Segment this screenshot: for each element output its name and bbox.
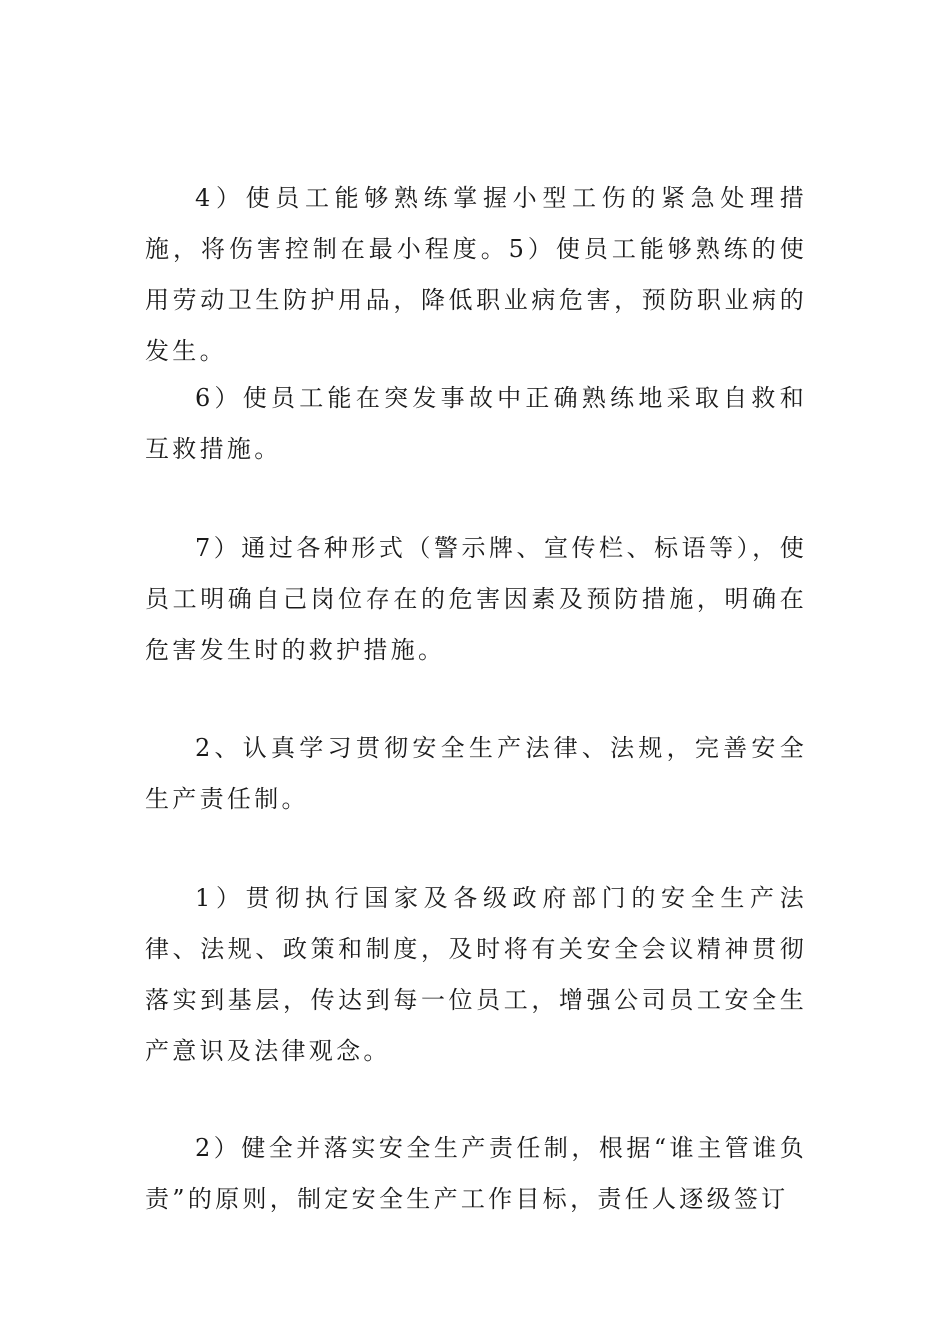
- paragraph-item-2: 2）健全并落实安全生产责任制，根据“谁主管谁负责”的原则，制定安全生产工作目标，责任人逐级签订: [145, 1134, 807, 1213]
- paragraph-item-6: 6）使员工能在突发事故中正确熟练地采取自救和互救措施。: [145, 384, 807, 463]
- paragraph-item-1: 1）贯彻执行国家及各级政府部门的安全生产法律、法规、政策和制度，及时将有关安全会议精神贯彻落实到基层，传达到每一位员工，增强公司员工安全生产意识及法律观念。: [145, 884, 807, 1065]
- paragraph-item-4-5: 4）使员工能够熟练掌握小型工伤的紧急处理措施，将伤害控制在最小程度。5）使员工能够熟练的使用劳动卫生防护用品，降低职业病危害，预防职业病的发生。: [145, 184, 807, 365]
- section-heading-2: 2、认真学习贯彻安全生产法律、法规，完善安全生产责任制。: [145, 734, 807, 813]
- paragraph-item-7: 7）通过各种形式（警示牌、宣传栏、标语等），使员工明确自己岗位存在的危害因素及预防措施，明确在危害发生时的救护措施。: [145, 534, 807, 664]
